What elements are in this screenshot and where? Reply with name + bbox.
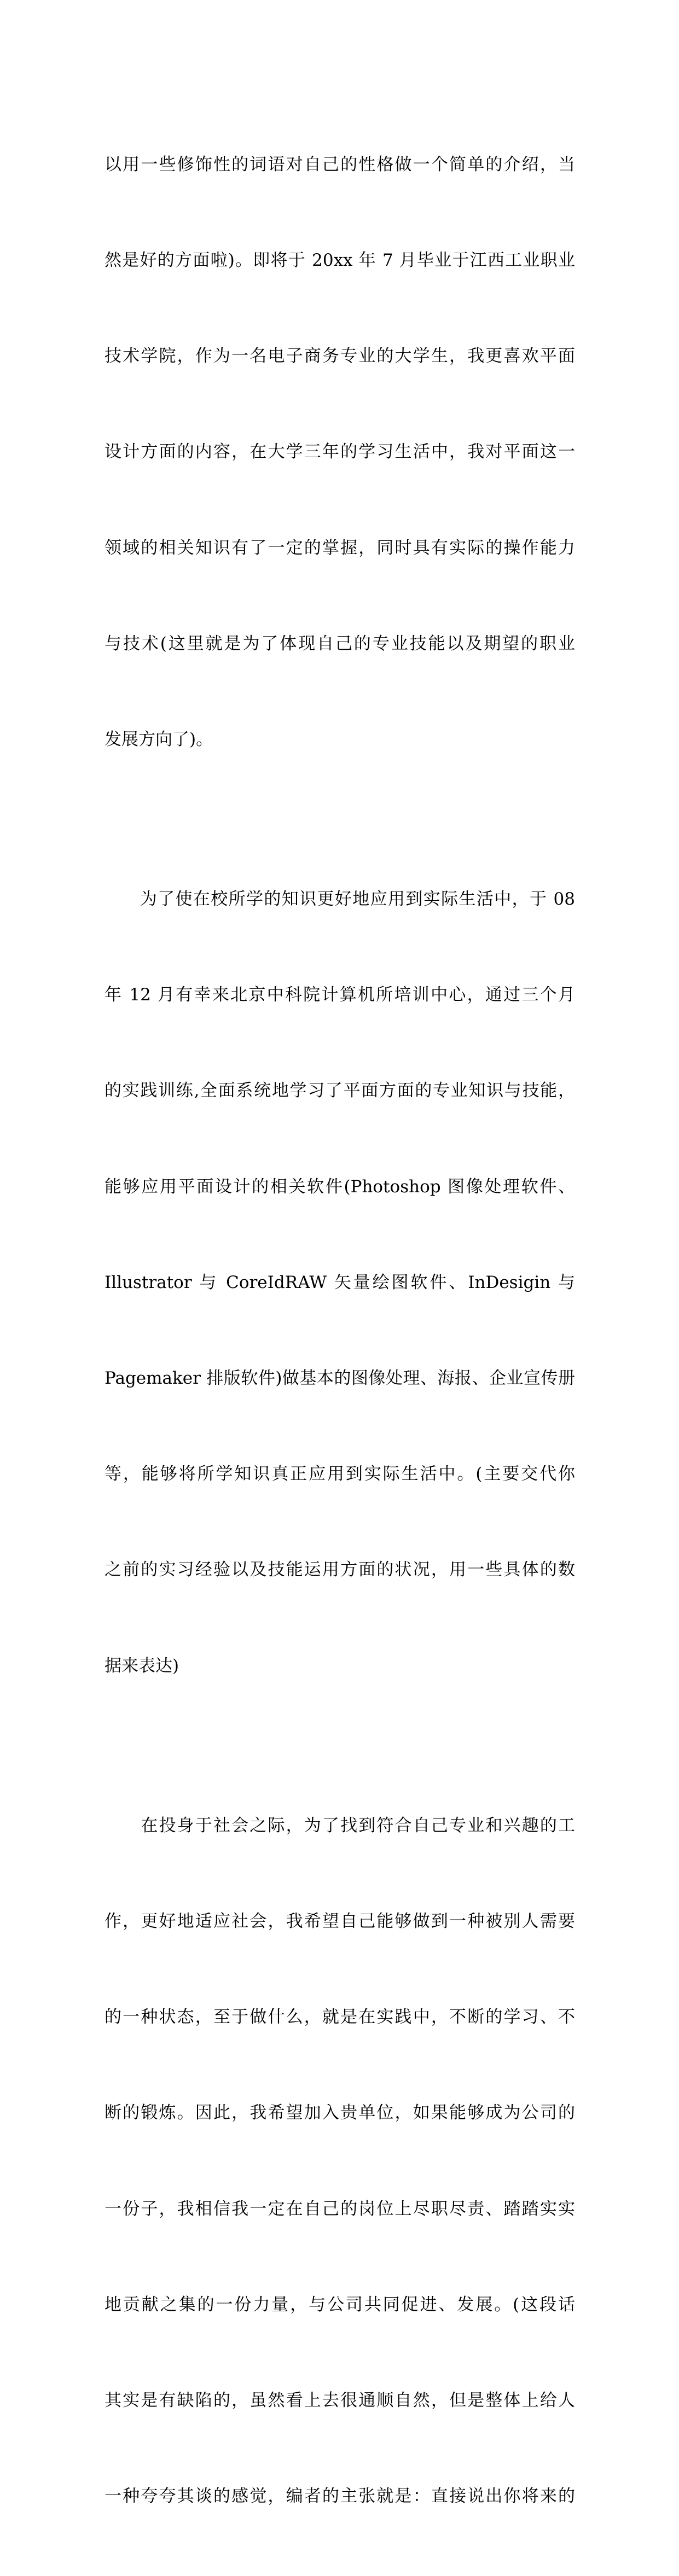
text-line: 以用一些修饰性的词语对自己的性格做一个简单的介绍，当 — [105, 154, 575, 174]
paragraph-training-experience — [105, 819, 575, 1746]
text-line: 然是好的方面啦)。即将于 20xx 年 7 月毕业于江西工业职业 — [105, 250, 575, 271]
text-line: 与技术(这里就是为了体现自己的专业技能以及期望的职业 — [105, 633, 575, 654]
text-line: 能够应用平面设计的相关软件(Photoshop 图像处理软件、 — [105, 1176, 575, 1197]
text-line: Pagemaker 排版软件)做基本的图像处理、海报、企业宣传册 — [105, 1368, 575, 1389]
text-line: 的一种状态，至于做什么，就是在实践中，不断的学习、不 — [105, 2007, 575, 2027]
text-line: 其实是有缺陷的，虽然看上去很通顺自然，但是整体上给人 — [105, 2390, 575, 2410]
text-line: 等，能够将所学知识真正应用到实际生活中。(主要交代你 — [105, 1464, 575, 1484]
text-line: 在投身于社会之际，为了找到符合自己专业和兴趣的工 — [105, 1815, 575, 1835]
text-line: 技术学院，作为一名电子商务专业的大学生，我更喜欢平面 — [105, 346, 575, 366]
paragraph-career-goal — [105, 1746, 575, 2576]
text-line: 据来表达) — [105, 1656, 179, 1676]
text-line: 一份子，我相信我一定在自己的岗位上尽职尽责、踏踏实实 — [105, 2199, 575, 2219]
text-line: 发展方向了)。 — [105, 730, 213, 750]
text-line: 的实践训练,全面系统地学习了平面方面的专业知识与技能， — [105, 1081, 575, 1101]
text-line: 之前的实习经验以及技能运用方面的状况，用一些具体的数 — [105, 1560, 575, 1580]
text-line: 作，更好地适应社会，我希望自己能够做到一种被别人需要 — [105, 1911, 575, 1931]
text-line: 领域的相关知识有了一定的掌握，同时具有实际的操作能力 — [105, 538, 575, 558]
paragraph-self-introduction — [105, 85, 575, 819]
text-line: 断的锻炼。因此，我希望加入贵单位，如果能够成为公司的 — [105, 2103, 575, 2123]
text-line: Illustrator 与 CoreIdRAW 矢量绘图软件、InDesigin 与 — [105, 1272, 575, 1292]
text-line: 一种夸夸其谈的感觉，编者的主张就是：直接说出你将来的 — [105, 2486, 575, 2507]
text-line: 年 12 月有幸来北京中科院计算机所培训中心，通过三个月 — [105, 985, 575, 1005]
document-body — [105, 85, 575, 2576]
text-line: 设计方面的内容，在大学三年的学习生活中，我对平面这一 — [105, 442, 575, 462]
text-line: 地贡献之集的一份力量，与公司共同促进、发展。(这段话 — [105, 2294, 575, 2315]
text-line: 为了使在校所学的知识更好地应用到实际生活中，于 08 — [105, 889, 575, 910]
